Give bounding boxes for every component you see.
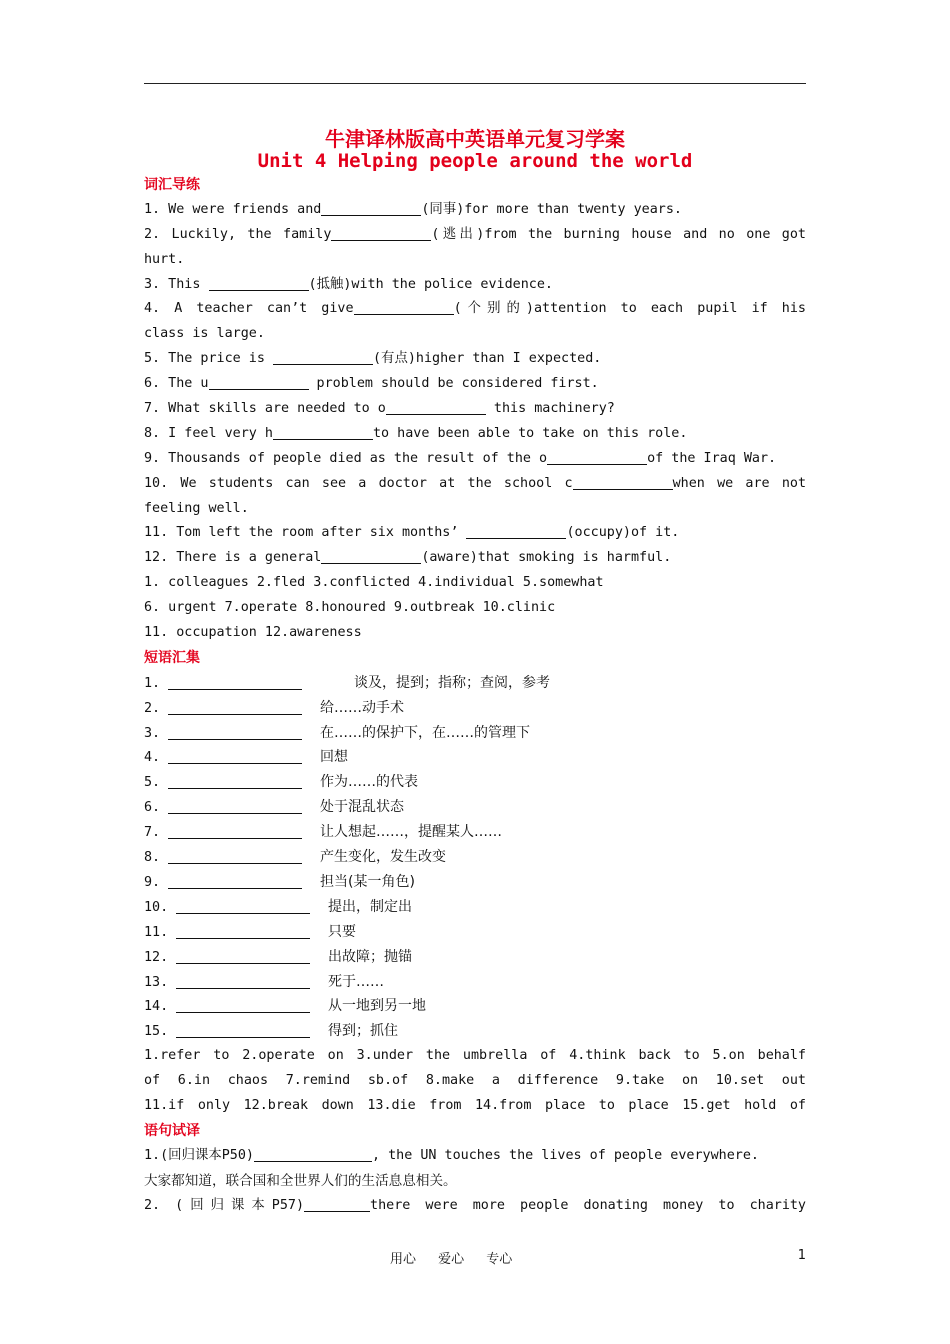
vocab-q4 bbox=[144, 297, 806, 322]
phrase-row bbox=[144, 870, 806, 895]
vocab-heading: 词汇导练 bbox=[144, 177, 200, 193]
q-text: when we are not bbox=[672, 475, 806, 491]
vocab-q3 bbox=[144, 273, 806, 298]
answer-blank[interactable] bbox=[176, 898, 310, 914]
phrase-row bbox=[144, 795, 806, 820]
answer-blank[interactable] bbox=[273, 424, 373, 440]
phrase-number: 13. bbox=[144, 974, 169, 990]
q-text: (occupy)of it. bbox=[566, 525, 680, 541]
phrases-answers-2: of 6.in chaos 7.remind sb.of 8.make a difference 9.take on 10.set out bbox=[144, 1073, 806, 1089]
vocab-q9 bbox=[144, 447, 806, 472]
answer-blank[interactable] bbox=[331, 225, 431, 241]
phrase-row bbox=[144, 721, 806, 746]
document-title-cn: 牛津译林版高中英语单元复习学案 bbox=[325, 127, 625, 151]
sentences-heading: 语句试译 bbox=[144, 1122, 200, 1139]
vocab-q11 bbox=[144, 521, 806, 546]
vocab-q6 bbox=[144, 372, 806, 397]
phrase-meaning: 得到；抓住 bbox=[328, 1023, 398, 1040]
q-text: 4. A teacher can’t give bbox=[144, 301, 354, 317]
answer-blank[interactable] bbox=[176, 973, 310, 989]
answer-blank[interactable] bbox=[321, 548, 421, 564]
q-text: 6. The u bbox=[144, 376, 209, 392]
vocab-answers-3: 11. occupation 12.awareness bbox=[144, 625, 362, 641]
q-text: (抵触)with the police evidence. bbox=[308, 276, 553, 292]
answer-blank[interactable] bbox=[168, 674, 302, 690]
phrase-meaning: 从一地到另一地 bbox=[328, 998, 426, 1015]
document-page bbox=[144, 0, 806, 1344]
vocab-q10 bbox=[144, 472, 806, 497]
q-text: 1.(回归课本P50) bbox=[144, 1147, 254, 1163]
phrase-row bbox=[144, 770, 806, 795]
vocab-q2 bbox=[144, 223, 806, 248]
document-body bbox=[144, 173, 806, 1218]
q-text: 11. Tom left the room after six months’ bbox=[144, 525, 467, 541]
q-text: this machinery? bbox=[485, 401, 615, 417]
footer-motto: 用心 爱心 专心 bbox=[390, 1252, 513, 1267]
header-rule bbox=[144, 83, 806, 84]
answer-blank[interactable] bbox=[573, 474, 673, 490]
phrase-meaning: 出故障；抛锚 bbox=[328, 948, 412, 965]
answer-blank[interactable] bbox=[354, 299, 454, 315]
answer-blank[interactable] bbox=[168, 724, 302, 740]
phrase-number: 1. bbox=[144, 675, 161, 691]
q-text: 2. (回归课本P57) bbox=[144, 1197, 305, 1213]
answer-blank[interactable] bbox=[168, 873, 302, 889]
phrase-number: 8. bbox=[144, 850, 161, 866]
q-text: 9. Thousands of people died as the result of the o bbox=[144, 450, 548, 466]
answer-blank[interactable] bbox=[168, 848, 302, 864]
phrase-row bbox=[144, 696, 806, 721]
phrase-row bbox=[144, 820, 806, 845]
phrase-number: 11. bbox=[144, 924, 169, 940]
page-number: 1 bbox=[797, 1248, 806, 1263]
answer-blank[interactable] bbox=[168, 823, 302, 839]
phrase-number: 12. bbox=[144, 949, 169, 965]
q-text: (aware)that smoking is harmful. bbox=[421, 550, 672, 566]
phrases-answers-3: 11.if only 12.break down 13.die from 14.from place to place 15.get hold of bbox=[144, 1097, 806, 1113]
answer-blank[interactable] bbox=[176, 948, 310, 964]
answer-blank[interactable] bbox=[168, 798, 302, 814]
answer-blank[interactable] bbox=[209, 275, 309, 291]
phrase-meaning: 让人想起……，提醒某人…… bbox=[320, 824, 502, 841]
phrase-number: 2. bbox=[144, 700, 161, 716]
phrase-row bbox=[144, 671, 806, 696]
vocab-q4-cont: class is large. bbox=[144, 326, 265, 342]
q-text: 8. I feel very h bbox=[144, 425, 273, 441]
q-text: 10. We students can see a doctor at the school c bbox=[144, 475, 573, 491]
answer-blank[interactable] bbox=[321, 200, 421, 216]
vocab-q12 bbox=[144, 546, 806, 571]
q-text: 12. There is a general bbox=[144, 550, 322, 566]
q-text: there were more people donating money to charity bbox=[370, 1197, 806, 1213]
answer-blank[interactable] bbox=[273, 349, 373, 365]
q-text: problem should be considered first. bbox=[308, 376, 599, 392]
answer-blank[interactable] bbox=[168, 773, 302, 789]
q-text: 3. This bbox=[144, 276, 209, 292]
phrase-number: 9. bbox=[144, 874, 161, 890]
phrase-number: 3. bbox=[144, 725, 161, 741]
vocab-answers-2: 6. urgent 7.operate 8.honoured 9.outbreak 10.clinic bbox=[144, 600, 556, 616]
answer-blank[interactable] bbox=[168, 699, 302, 715]
vocab-q7 bbox=[144, 397, 806, 422]
q-text: 1. We were friends and bbox=[144, 201, 322, 217]
document-title-en: Unit 4 Helping people around the world bbox=[257, 150, 693, 172]
phrase-row bbox=[144, 994, 806, 1019]
phrase-number: 5. bbox=[144, 775, 161, 791]
sentence-q2 bbox=[144, 1194, 806, 1219]
vocab-answers-1: 1. colleagues 2.fled 3.conflicted 4.individual 5.somewhat bbox=[144, 575, 604, 591]
q-text: , the UN touches the lives of people everywhere. bbox=[372, 1147, 759, 1163]
phrases-answers-1: 1.refer to 2.operate on 3.under the umbrella of 4.think back to 5.on behalf bbox=[144, 1048, 806, 1064]
vocab-q2-cont: hurt. bbox=[144, 251, 185, 267]
answer-blank[interactable] bbox=[168, 748, 302, 764]
q-text: 5. The price is bbox=[144, 351, 273, 367]
phrase-number: 7. bbox=[144, 825, 161, 841]
phrase-meaning: 给……动手术 bbox=[320, 699, 404, 716]
q-text: (有点)higher than I expected. bbox=[373, 351, 602, 367]
answer-blank[interactable] bbox=[466, 523, 566, 539]
phrase-list bbox=[144, 671, 806, 1044]
phrase-meaning: 谈及，提到；指称；查阅，参考 bbox=[354, 674, 550, 691]
vocab-q10-cont: feeling well. bbox=[144, 500, 249, 516]
sentence-q1-translation: 大家都知道，联合国和全世界人们的生活息息相关。 bbox=[144, 1172, 457, 1189]
answer-blank[interactable] bbox=[209, 374, 309, 390]
answer-blank[interactable] bbox=[176, 997, 310, 1013]
phrase-meaning: 回想 bbox=[320, 749, 348, 766]
phrase-meaning: 担当(某一角色) bbox=[320, 873, 415, 890]
q-text: of the Iraq War. bbox=[647, 450, 777, 466]
phrase-row bbox=[144, 945, 806, 970]
q-text: (同事)for more than twenty years. bbox=[421, 201, 682, 217]
q-text: 7. What skills are needed to o bbox=[144, 401, 386, 417]
answer-blank[interactable] bbox=[254, 1146, 372, 1162]
phrase-number: 6. bbox=[144, 800, 161, 816]
phrase-meaning: 死于…… bbox=[328, 973, 384, 990]
phrase-row bbox=[144, 1019, 806, 1044]
phrase-number: 15. bbox=[144, 1024, 169, 1040]
vocab-q1 bbox=[144, 198, 806, 223]
answer-blank[interactable] bbox=[176, 1022, 310, 1038]
answer-blank[interactable] bbox=[386, 399, 486, 415]
q-text: (逃出)from the burning house and no one got bbox=[431, 226, 806, 242]
phrase-number: 4. bbox=[144, 750, 161, 766]
phrase-number: 14. bbox=[144, 999, 169, 1015]
sentence-q1 bbox=[144, 1144, 806, 1169]
vocab-q8 bbox=[144, 422, 806, 447]
phrase-meaning: 作为……的代表 bbox=[320, 774, 418, 791]
phrase-row bbox=[144, 895, 806, 920]
phrase-row bbox=[144, 745, 806, 770]
phrase-number: 10. bbox=[144, 899, 169, 915]
phrase-row bbox=[144, 845, 806, 870]
q-text: (个别的)attention to each pupil if his bbox=[453, 301, 806, 317]
phrase-meaning: 处于混乱状态 bbox=[320, 799, 404, 816]
vocab-q5 bbox=[144, 347, 806, 372]
phrase-meaning: 产生变化，发生改变 bbox=[320, 849, 446, 866]
answer-blank[interactable] bbox=[304, 1196, 370, 1212]
phrase-row bbox=[144, 970, 806, 995]
phrase-meaning: 只要 bbox=[328, 923, 356, 940]
answer-blank[interactable] bbox=[176, 923, 310, 939]
q-text: to have been able to take on this role. bbox=[373, 425, 688, 441]
answer-blank[interactable] bbox=[547, 449, 647, 465]
q-text: 2. Luckily, the family bbox=[144, 226, 332, 242]
phrase-meaning: 在……的保护下，在……的管理下 bbox=[320, 724, 530, 741]
phrase-meaning: 提出，制定出 bbox=[328, 898, 412, 915]
phrase-row bbox=[144, 920, 806, 945]
phrases-heading: 短语汇集 bbox=[144, 649, 200, 666]
